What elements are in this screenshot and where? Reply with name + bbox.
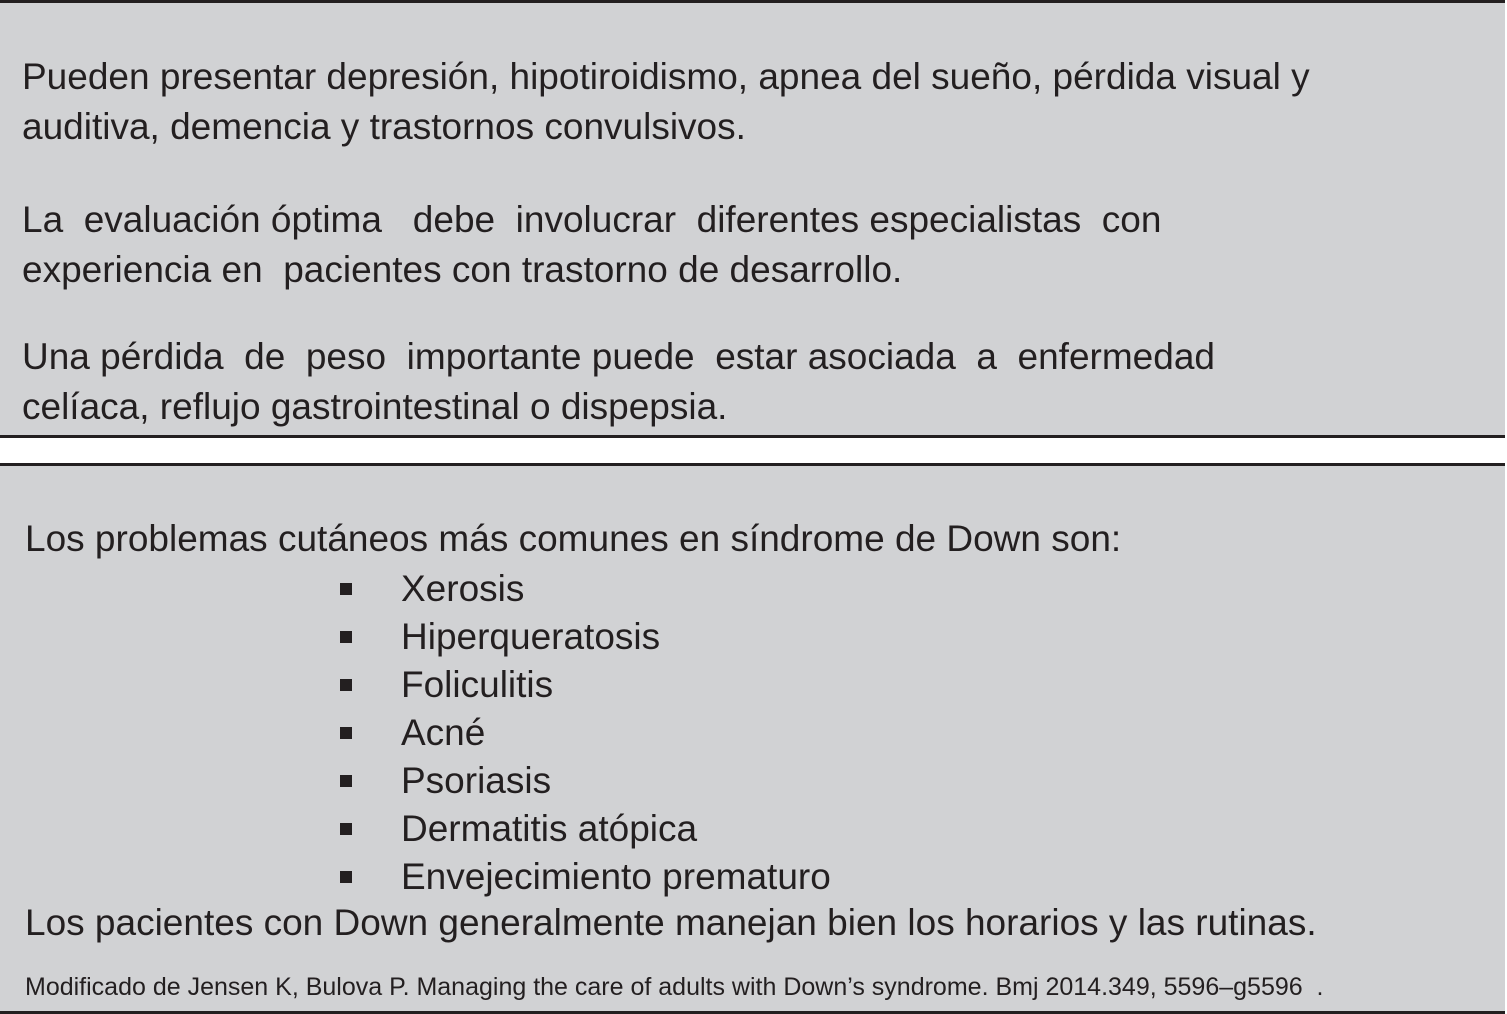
square-bullet-icon: [340, 631, 352, 643]
square-bullet-icon: [340, 775, 352, 787]
paragraph-comorbidities-line-2: auditiva, demencia y trastornos convulsivos.: [22, 106, 746, 147]
skin-problems-list: [340, 565, 831, 901]
paragraph-weight-loss-line-2: celíaca, reflujo gastrointestinal o dispepsia.: [22, 386, 728, 427]
list-item: [340, 757, 831, 805]
source-citation: Modificado de Jensen K, Bulova P. Managing the care of adults with Down’s syndrome. Bmj 2014.349, 5596–g5596 .: [25, 973, 1324, 1001]
list-item-label: Xerosis: [401, 568, 525, 609]
list-item-label: Dermatitis atópica: [401, 808, 698, 849]
list-item-label: Psoriasis: [401, 760, 552, 801]
list-item-label: Foliculitis: [401, 664, 554, 705]
paragraph-evaluation: [22, 195, 1161, 295]
square-bullet-icon: [340, 727, 352, 739]
paragraph-weight-loss-line-1: Una pérdida de peso importante puede estar asociada a enfermedad: [22, 336, 1215, 377]
square-bullet-icon: [340, 679, 352, 691]
list-item: [340, 661, 831, 709]
paragraph-weight-loss: [22, 332, 1215, 432]
square-bullet-icon: [340, 871, 352, 883]
list-item: [340, 709, 831, 757]
paragraph-evaluation-line-1: La evaluación óptima debe involucrar diferentes especialistas con: [22, 199, 1162, 240]
list-item: [340, 565, 831, 613]
list-item: [340, 613, 831, 661]
square-bullet-icon: [340, 823, 352, 835]
paragraph-comorbidities-line-1: Pueden presentar depresión, hipotiroidismo, apnea del sueño, pérdida visual y: [22, 56, 1310, 97]
skin-problems-intro: Los problemas cutáneos más comunes en síndrome de Down son:: [25, 518, 1122, 559]
bottom-info-box: [0, 463, 1505, 1014]
paragraph-evaluation-line-2: experiencia en pacientes con trastorno de desarrollo.: [22, 249, 903, 290]
square-bullet-icon: [340, 583, 352, 595]
paragraph-comorbidities: [22, 52, 1310, 152]
list-item: [340, 805, 831, 853]
list-item-label: Envejecimiento prematuro: [401, 856, 831, 897]
list-item-label: Acné: [401, 712, 486, 753]
routines-statement: Los pacientes con Down generalmente manejan bien los horarios y las rutinas.: [25, 902, 1317, 943]
top-info-box: [0, 0, 1505, 438]
list-item: [340, 853, 831, 901]
list-item-label: Hiperqueratosis: [401, 616, 661, 657]
